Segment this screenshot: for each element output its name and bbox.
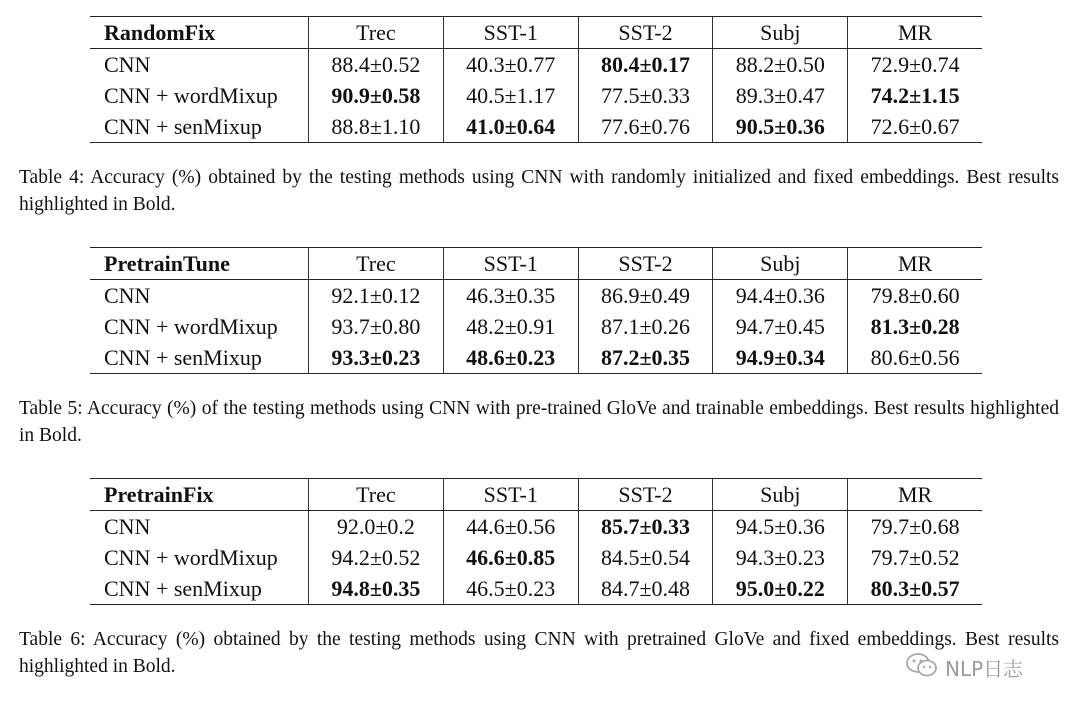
table-row (90, 80, 982, 111)
table-row (90, 49, 982, 81)
table-caption: Table 4: Accuracy (%) obtained by the testing methods using CNN with randomly initialized and fixed embeddings. Best results highlighted in Bold. (19, 167, 1059, 215)
result-cell: 80.4±0.17 (578, 49, 713, 81)
result-cell: 46.6±0.85 (443, 542, 578, 573)
result-cell: 92.1±0.12 (309, 280, 444, 312)
result-cell: 86.9±0.49 (578, 280, 713, 312)
result-cell: 87.2±0.35 (578, 342, 713, 374)
result-cell: 94.7±0.45 (713, 311, 848, 342)
result-cell: 40.5±1.17 (443, 80, 578, 111)
watermark-text: NLP日志 (945, 656, 1024, 681)
table-randomfix (90, 16, 982, 143)
result-cell: 88.8±1.10 (309, 111, 444, 143)
result-cell: 48.2±0.91 (443, 311, 578, 342)
column-header: Subj (713, 479, 848, 511)
method-cell: CNN + senMixup (90, 342, 309, 374)
column-header: Subj (713, 17, 848, 49)
result-cell: 95.0±0.22 (713, 573, 848, 605)
column-header: Trec (309, 248, 444, 280)
result-cell: 79.7±0.68 (848, 511, 982, 543)
result-cell: 79.7±0.52 (848, 542, 982, 573)
result-cell: 87.1±0.26 (578, 311, 713, 342)
column-header: MR (848, 17, 982, 49)
table-row (90, 111, 982, 143)
column-header: MR (848, 248, 982, 280)
method-cell: CNN + wordMixup (104, 544, 278, 570)
result-cell: 79.8±0.60 (848, 280, 982, 312)
result-cell: 72.6±0.67 (848, 111, 982, 143)
column-header: SST-2 (578, 479, 713, 511)
column-header: Trec (309, 17, 444, 49)
result-cell: 44.6±0.56 (443, 511, 578, 543)
table-row (90, 573, 982, 605)
result-cell: 84.7±0.48 (578, 573, 713, 605)
watermark (905, 652, 1023, 682)
table-pretrainfix (90, 478, 982, 605)
table-caption: Table 6: Accuracy (%) obtained by the testing methods using CNN with pretrained GloVe and fixed embeddings. Best results highlighted in Bold. (19, 629, 1059, 677)
result-cell: 88.4±0.52 (309, 49, 444, 81)
result-cell: 80.6±0.56 (848, 342, 982, 374)
result-cell: 80.3±0.57 (848, 573, 982, 605)
result-cell: 74.2±1.15 (848, 80, 982, 111)
result-cell: 84.5±0.54 (578, 542, 713, 573)
method-cell: CNN + senMixup (90, 573, 309, 605)
table-header-row (90, 248, 982, 280)
result-cell: 85.7±0.33 (578, 511, 713, 543)
result-cell: 93.3±0.23 (309, 342, 444, 374)
table-label: PretrainTune (90, 248, 309, 280)
table-caption: Table 5: Accuracy (%) of the testing methods using CNN with pre-trained GloVe and trainable embeddings. Best results highlighted in Bold. (19, 398, 1059, 446)
column-header: SST-1 (443, 248, 578, 280)
result-cell: 81.3±0.28 (848, 311, 982, 342)
column-header: SST-1 (443, 17, 578, 49)
method-cell: CNN + wordMixup (104, 82, 278, 108)
result-cell: 41.0±0.64 (443, 111, 578, 143)
result-cell: 72.9±0.74 (848, 49, 982, 81)
column-header: Trec (309, 479, 444, 511)
table-header-row (90, 479, 982, 511)
result-cell: 93.7±0.80 (309, 311, 444, 342)
result-cell: 94.9±0.34 (713, 342, 848, 374)
column-header: Subj (713, 248, 848, 280)
result-cell: 89.3±0.47 (713, 80, 848, 111)
method-cell: CNN (104, 51, 151, 77)
column-header: SST-1 (443, 479, 578, 511)
table-pretraintune (90, 247, 982, 374)
result-cell: 77.5±0.33 (578, 80, 713, 111)
result-cell: 77.6±0.76 (578, 111, 713, 143)
table-row (90, 542, 982, 573)
method-cell: CNN + wordMixup (104, 313, 278, 339)
result-cell: 94.8±0.35 (309, 573, 444, 605)
wechat-icon (905, 651, 939, 684)
result-cell: 90.9±0.58 (309, 80, 444, 111)
table-row (90, 311, 982, 342)
column-header: MR (848, 479, 982, 511)
method-cell: CNN + senMixup (90, 111, 309, 143)
table-row (90, 511, 982, 543)
result-cell: 92.0±0.2 (309, 511, 444, 543)
result-cell: 46.5±0.23 (443, 573, 578, 605)
column-header: SST-2 (578, 17, 713, 49)
table-label: PretrainFix (90, 479, 309, 511)
method-cell: CNN (104, 282, 151, 308)
method-cell: CNN (104, 513, 151, 539)
result-cell: 94.2±0.52 (309, 542, 444, 573)
table-header-row (90, 17, 982, 49)
table-row (90, 280, 982, 312)
result-cell: 40.3±0.77 (443, 49, 578, 81)
result-cell: 90.5±0.36 (713, 111, 848, 143)
result-cell: 94.5±0.36 (713, 511, 848, 543)
result-cell: 46.3±0.35 (443, 280, 578, 312)
table-row (90, 342, 982, 374)
result-cell: 48.6±0.23 (443, 342, 578, 374)
result-cell: 94.4±0.36 (713, 280, 848, 312)
column-header: SST-2 (578, 248, 713, 280)
result-cell: 88.2±0.50 (713, 49, 848, 81)
table-label: RandomFix (90, 17, 309, 49)
result-cell: 94.3±0.23 (713, 542, 848, 573)
